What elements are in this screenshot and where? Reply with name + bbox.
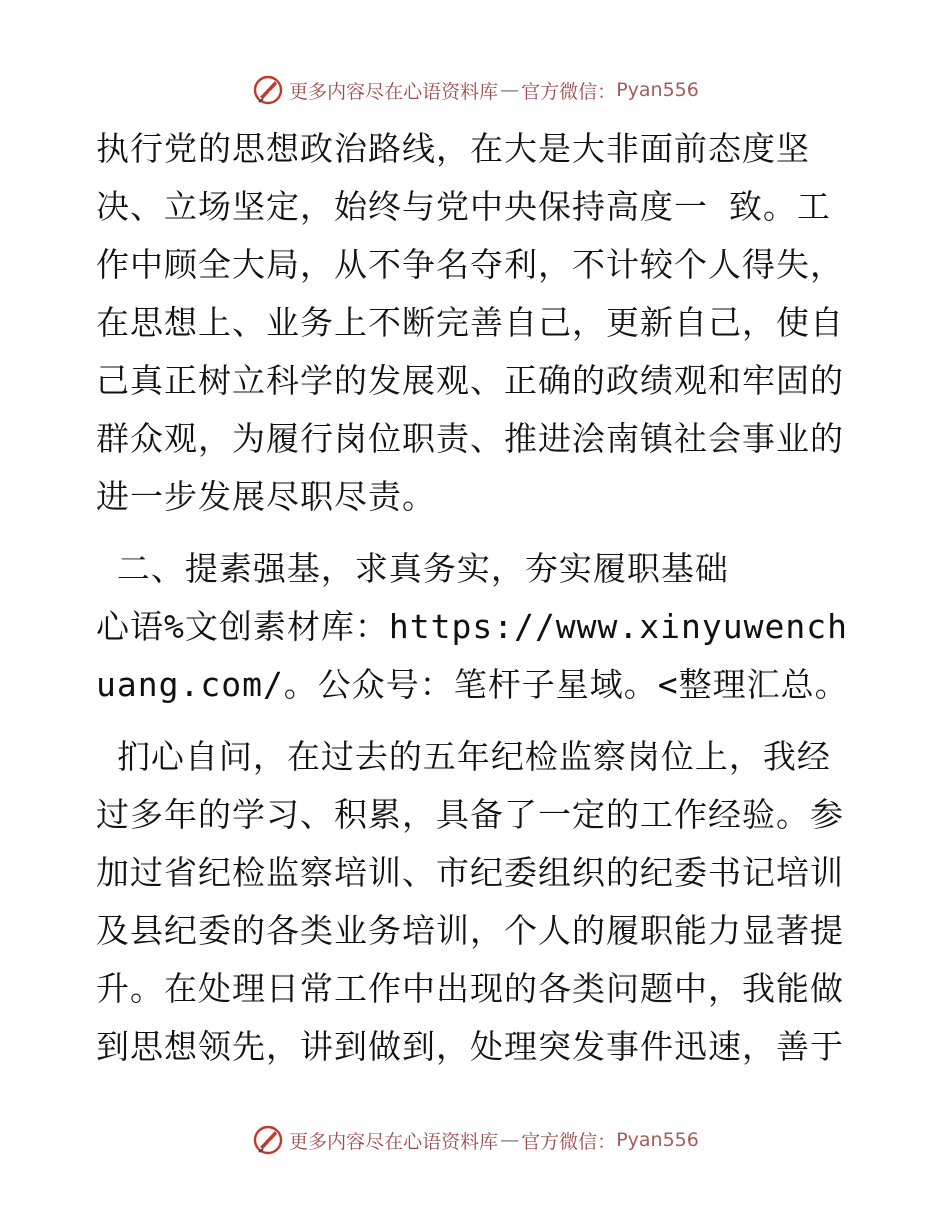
watermark-wechat-id: Pyan556 xyxy=(616,79,699,101)
quill-logo-icon xyxy=(251,73,285,107)
watermark-wechat-id: Pyan556 xyxy=(616,1129,699,1151)
watermark-wechat-label: 官方微信： xyxy=(521,1130,617,1153)
watermark-dash: — xyxy=(500,79,520,101)
watermark-site-text: 更多内容尽在心语资料库 xyxy=(289,80,499,103)
document-body xyxy=(96,120,856,1076)
header-watermark xyxy=(0,72,950,108)
paragraph-3: 扪心自问，在过去的五年纪检监察岗位上，我经过多年的学习、积累，具备了一定的工作经验。参加过省纪检监察培训、市纪委组织的纪委书记培训及县纪委的各类业务培训，个人的履职能力显著提升。在处理日常工作中出现的各类问题中，我能做到思想领先，讲到做到，处理突发事件迅速，善于 xyxy=(96,737,844,1066)
footer-watermark xyxy=(0,1122,950,1158)
watermark-dash: — xyxy=(500,1129,520,1151)
watermark-site-text: 更多内容尽在心语资料库 xyxy=(289,1130,499,1153)
watermark-wechat-label: 官方微信： xyxy=(521,80,617,103)
paragraph-1: 执行党的思想政治路线，在大是大非面前态度坚决、立场坚定，始终与党中央保持高度一 致。工作中顾全大局，从不争名夺利，不计较个人得失，在思想上、业务上不断完善自己，更新自己，使自己真正树立科学的发展观、正确的政绩观和牢固的群众观，为履行岗位职责、推进浍南镇社会事业的进一步发展尽职尽责。 xyxy=(96,129,844,516)
paragraph-2-heading: 二、提素强基，求真务实，夯实履职基础 心语%文创素材库：https://www.xinyuwenchuang.com/。公众号：笔杆子星域。<整理汇总。 xyxy=(96,549,855,704)
quill-logo-icon xyxy=(251,1123,285,1157)
